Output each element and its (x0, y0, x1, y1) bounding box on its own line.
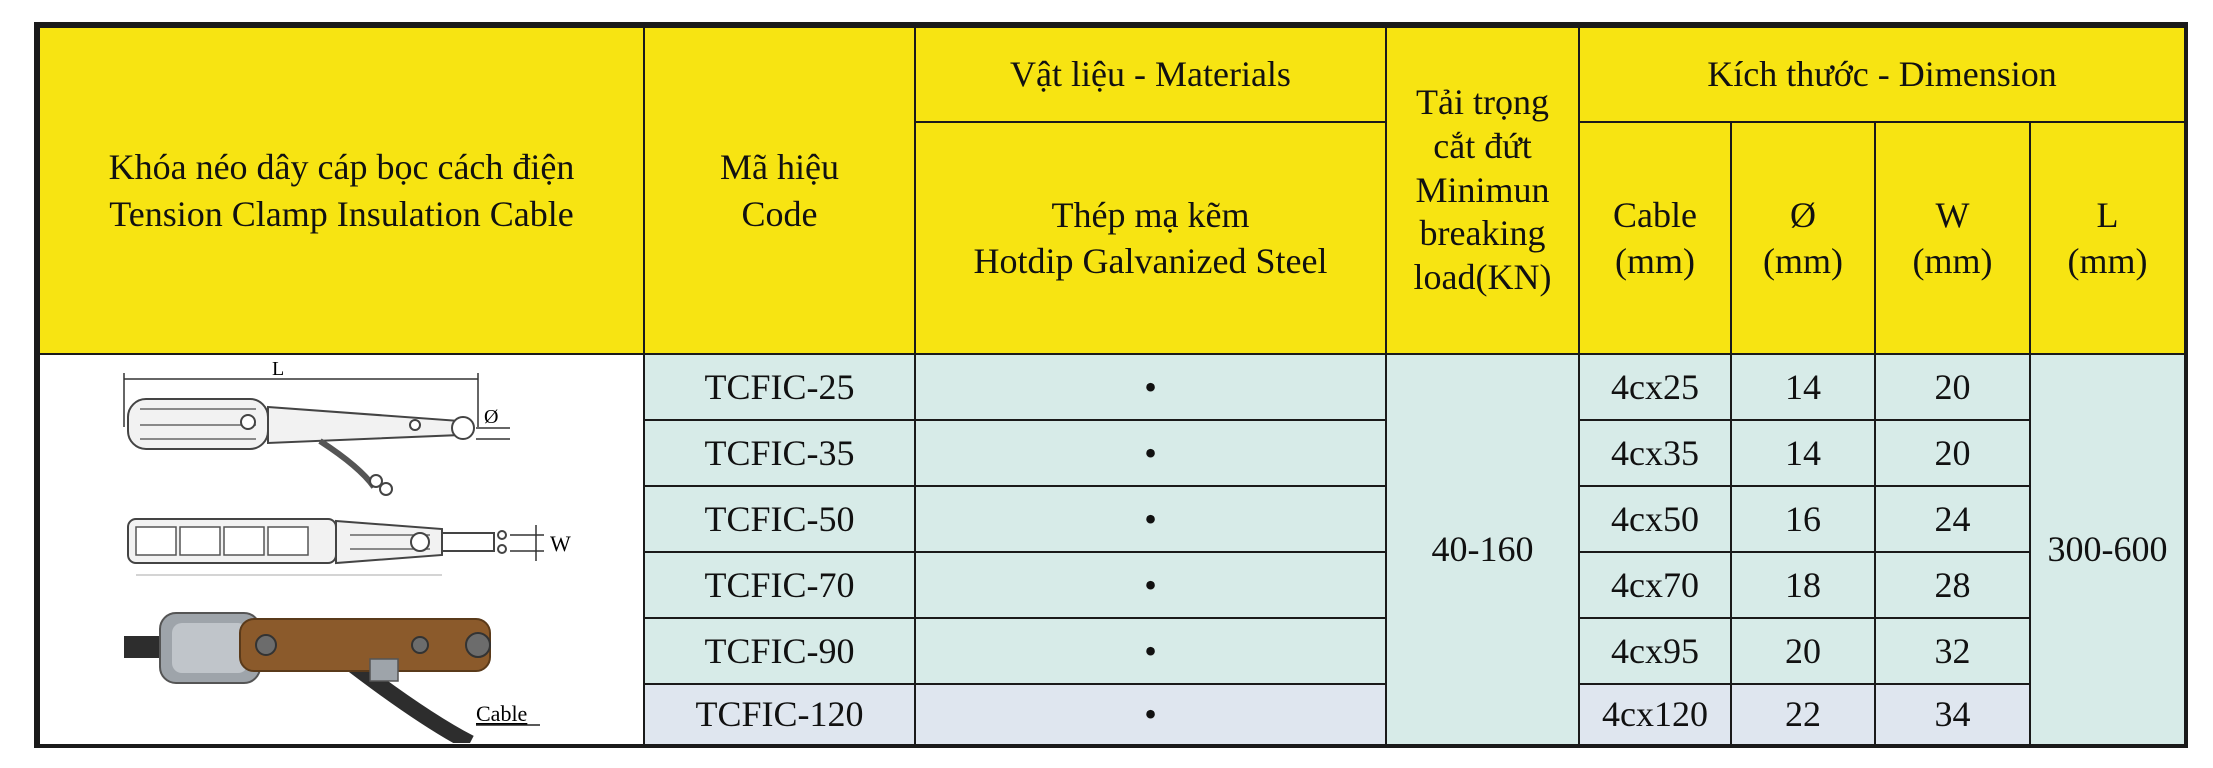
cell-diameter: 20 (1731, 618, 1875, 684)
header-dia-l1: Ø (1790, 194, 1816, 235)
cell-material: • (915, 486, 1386, 552)
clamp-diagram-cell (39, 354, 644, 745)
header-load-l1: Tải trọng (1416, 81, 1549, 122)
header-w-l1: W (1935, 194, 1970, 235)
cell-diameter: 14 (1731, 420, 1875, 486)
header-steel-en: Hotdip Galvanized Steel (973, 241, 1328, 281)
cell-code: TCFIC-90 (644, 618, 915, 684)
cell-cable: 4cx35 (1579, 420, 1731, 486)
cell-diameter: 18 (1731, 552, 1875, 618)
header-l-l1: L (2096, 194, 2119, 235)
header-materials-label: Vật liệu - Materials (1010, 54, 1291, 95)
header-length (2030, 122, 2185, 354)
header-cable-l1: Cable (1613, 194, 1697, 235)
header-breaking-load (1386, 27, 1579, 354)
header-dimension-label: Kích thước - Dimension (1707, 54, 2057, 95)
header-materials (915, 27, 1386, 122)
header-dia-l2: (mm) (1763, 241, 1843, 281)
cell-width: 32 (1875, 618, 2030, 684)
cell-width: 34 (1875, 684, 2030, 745)
diagram-label-w: W (550, 530, 571, 556)
header-load-l5: load(KN) (1413, 257, 1552, 298)
cell-diameter: 16 (1731, 486, 1875, 552)
header-steel (915, 122, 1386, 354)
cell-breaking-load: 40-160 (1386, 354, 1579, 745)
table-row (39, 354, 2185, 420)
header-code-en: Code (741, 193, 818, 234)
header-product (39, 27, 644, 354)
cell-code: TCFIC-70 (644, 552, 915, 618)
clamp-diagram (40, 357, 640, 743)
cell-cable: 4cx95 (1579, 618, 1731, 684)
cell-material: • (915, 354, 1386, 420)
cell-cable: 4cx25 (1579, 354, 1731, 420)
cell-width: 28 (1875, 552, 2030, 618)
header-code-vi: Mã hiệu (720, 147, 839, 188)
cell-length: 300-600 (2030, 354, 2185, 745)
cell-code: TCFIC-120 (644, 684, 915, 745)
diagram-label-cable: Cable (476, 700, 528, 726)
header-load-l3: Minimun (1415, 169, 1550, 210)
cell-material: • (915, 618, 1386, 684)
cell-diameter: 22 (1731, 684, 1875, 745)
cell-width: 20 (1875, 420, 2030, 486)
header-w-l2: (mm) (1912, 241, 1993, 281)
header-l-l2: (mm) (2067, 241, 2148, 281)
cell-cable: 4cx50 (1579, 486, 1731, 552)
header-steel-vi: Thép mạ kẽm (1051, 194, 1250, 235)
cell-code: TCFIC-25 (644, 354, 915, 420)
cell-code: TCFIC-35 (644, 420, 915, 486)
cell-diameter: 14 (1731, 354, 1875, 420)
header-diameter (1731, 122, 1875, 354)
cell-width: 20 (1875, 354, 2030, 420)
header-load-l2: cắt đứt (1433, 125, 1532, 166)
header-load-l4: breaking (1419, 213, 1546, 254)
header-dimension (1579, 27, 2185, 122)
cell-material: • (915, 684, 1386, 745)
header-product-en: Tension Clamp Insulation Cable (109, 193, 574, 234)
cell-material: • (915, 420, 1386, 486)
diagram-label-dia: Ø (484, 405, 499, 428)
header-width (1875, 122, 2030, 354)
header-code (644, 27, 915, 354)
header-cable-l2: (mm) (1615, 241, 1695, 281)
cell-cable: 4cx70 (1579, 552, 1731, 618)
cell-material: • (915, 552, 1386, 618)
cell-width: 24 (1875, 486, 2030, 552)
cell-cable: 4cx120 (1579, 684, 1731, 745)
header-product-vi: Khóa néo dây cáp bọc cách điện (108, 147, 575, 188)
header-cable (1579, 122, 1731, 354)
spec-table-frame (34, 22, 2188, 748)
cell-code: TCFIC-50 (644, 486, 915, 552)
diagram-label-l: L (272, 357, 285, 380)
spec-table (38, 26, 2186, 746)
